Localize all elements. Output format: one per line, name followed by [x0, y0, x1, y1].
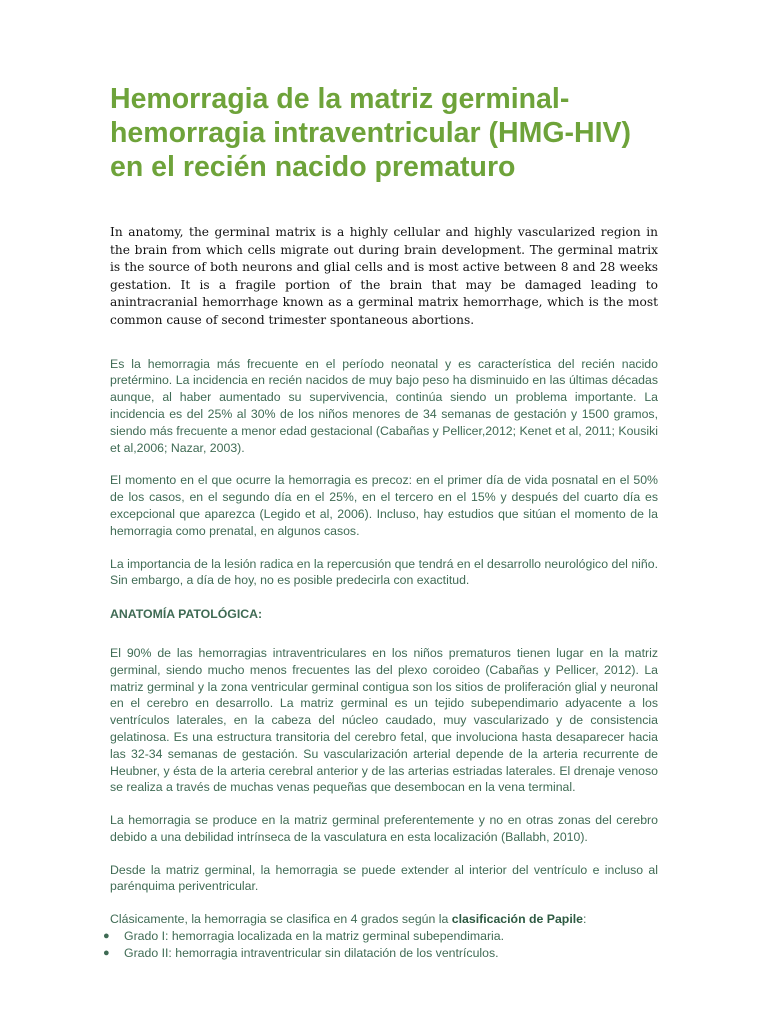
list-item: ● Grado II: hemorragia intraventricular sin dilatación de los ventrículos.	[103, 945, 499, 960]
paragraph-anatomy: El 90% de las hemorragias intraventriculares en los niños prematuros tienen lugar en la matriz germinal, siendo mucho menos frecuentes las del plexo coroideo (Cabañas y Pellicer, 2012). La matriz germinal y la zona ventricular germinal contigua son los sitios de proliferación glial y neuronal en el cerebro en desarrollo. La matriz germinal es un tejido subependimario adyacente a los ventrículos laterales, en la cabeza del núcleo caudado, muy vascularizado y de consistencia gelatinosa. Es una estructura transitoria del cerebro fetal, que involuciona hasta desaparecer hacia las 32-34 semanas de gestación. Su vascularización arterial depende de la arteria recurrente de Heubner, y ésta de la arteria cerebral anterior y de las arterias estriadas laterales. El drenaje venoso se realiza a través de muchas venas pequeñas que desembocan en la vena terminal.	[110, 645, 658, 795]
list-item: ● Grado I: hemorragia localizada en la matriz germinal subependimaria.	[103, 929, 505, 944]
section-heading: ANATOMÍA PATOLÓGICA:	[110, 607, 263, 622]
classification-name: clasificación de Papile	[451, 912, 583, 927]
paragraph-classification	[110, 911, 658, 928]
paragraph-timing: El momento en el que ocurre la hemorragia es precoz: en el primer día de vida posnatal en el 50% de los casos, en el segundo día en el 25%, en el tercero en el 15% y después del cuarto día es excepcional que aparezca (Legido et al, 2006). Incluso, hay estudios que sitúan el momento de la hemorragia como prenatal, en algunos casos.	[110, 473, 658, 538]
document-title: Hemorragia de la matriz germinal-hemorragia intraventricular (HMG-HIV) en el recién nacido prematuro	[110, 83, 632, 183]
grades-list	[103, 928, 658, 962]
document-page	[103, 82, 659, 962]
paragraph-extension: Desde la matriz germinal, la hemorragia se puede extender al interior del ventrículo e incluso al parénquima periventricular.	[110, 862, 658, 894]
paragraph-location: La hemorragia se produce en la matriz germinal preferentemente y no en otras zonas del cerebro debido a una debilidad intrínseca de la vasculatura en esta localización (Ballabh, 2010).	[110, 813, 658, 844]
paragraph-incidence: Es la hemorragia más frecuente en el período neonatal y es característica del recién nacido pretérmino. La incidencia en recién nacidos de muy bajo peso ha disminuido en las últimas décadas aunque, al haber aumentado su supervivencia, continúa siendo un problema importante. La incidencia es del 25% al 30% de los niños menores de 34 semanas de gestación y 1500 gramos, siendo más frecuente a menor edad gestacional (Cabañas y Pellicer,2012; Kenet et al, 2011; Kousiki et al,2006; Nazar, 2003).	[110, 356, 659, 455]
bullet-icon: ●	[103, 946, 110, 959]
paragraph-importance: La importancia de la lesión radica en la repercusión que tendrá en el desarrollo neurológico del niño. Sin embargo, a día de hoy, no es posible predecirla con exactitud.	[110, 556, 658, 588]
classification-tail: :	[583, 912, 587, 927]
classification-lead: Clásicamente, la hemorragia se clasifica en 4 grados según la	[110, 912, 452, 927]
bullet-icon: ●	[103, 930, 110, 943]
intro-paragraph: In anatomy, the germinal matrix is a highly cellular and highly vascularized region in the brain from which cells migrate out during brain development. The germinal matrix is the source of both neurons and glial cells and is most active between 8 and 28 weeks gestation. It is a fragile portion of the brain that may be damaged leading to anintracranial hemorrhage known as a germinal matrix hemorrhage, which is the most common cause of second trimester spontaneous abortions.	[110, 225, 658, 327]
